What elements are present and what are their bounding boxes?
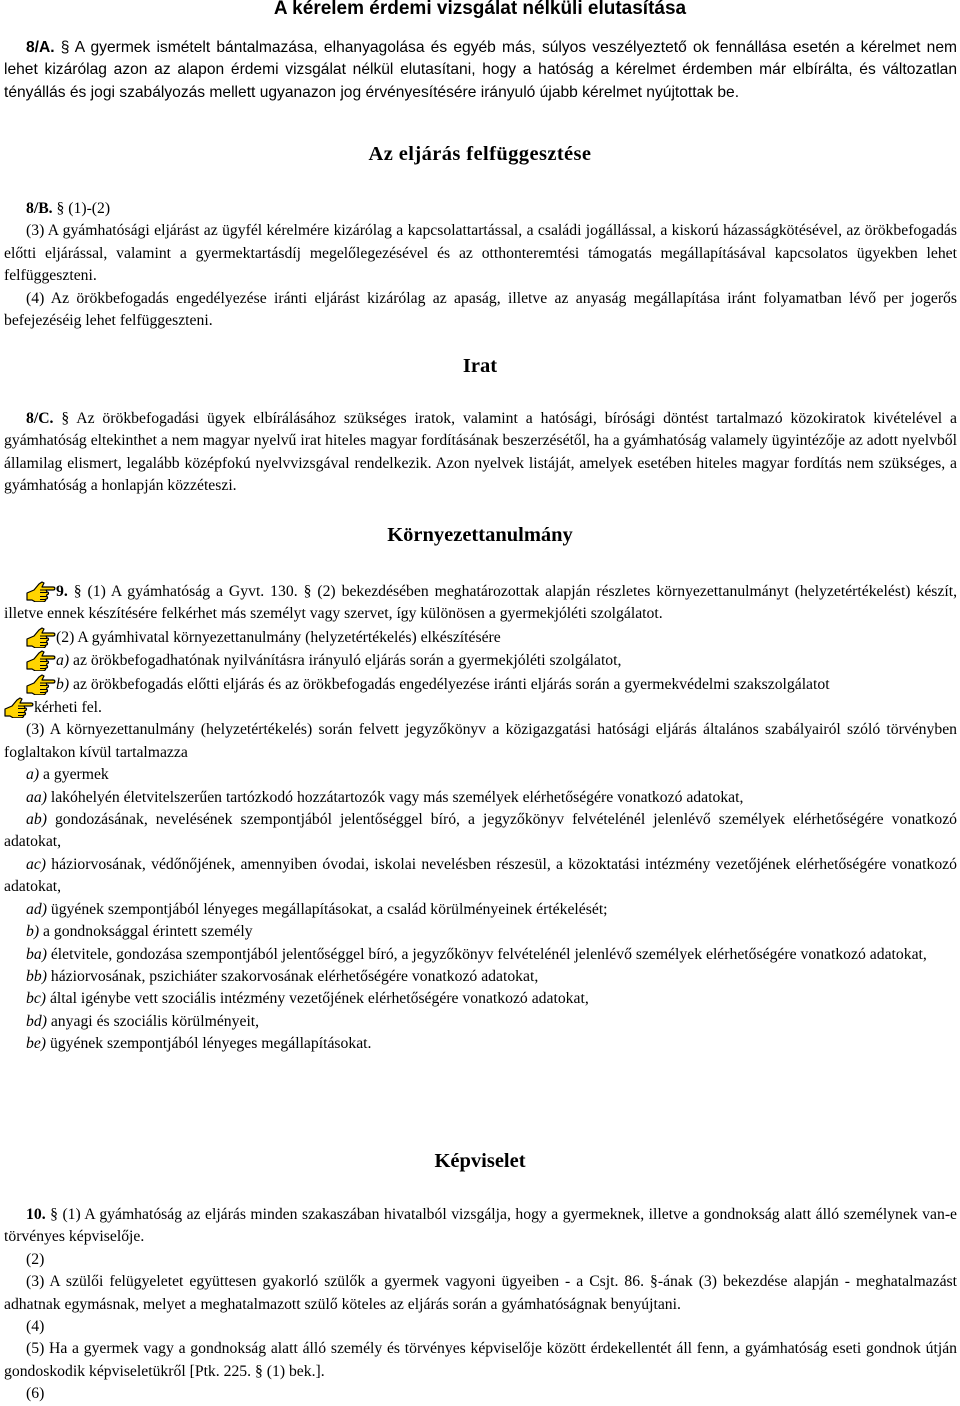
pointing-hand-icon [26, 580, 56, 602]
paragraph-text: (2) A gyámhivatal környezettanulmány (helyzetértékelés) elkészítésére [56, 628, 501, 646]
paragraph-text: (1)-(2) [64, 200, 111, 217]
item-a [4, 649, 957, 672]
item-bb [4, 966, 957, 988]
section-number: 10. [26, 1206, 46, 1223]
section-number: 8/A. [26, 39, 55, 56]
section-sign-icon: § [73, 583, 82, 600]
item-label: ac) [26, 855, 47, 873]
paragraph-text: (1) A gyámhatóság a Gyvt. 130. § (2) bekezdésében meghatározottak alapján részletes környezettanulmányt (helyzetértékelést) készít, illetve ennek készítésére felkérhet más személyt vagy szervet, így különösen a gyermekjóléti szolgálatot. [4, 583, 957, 623]
item-text: a gondnoksággal érintett személy [39, 923, 253, 941]
item-label: ad) [26, 900, 47, 918]
section-number: 9. [56, 583, 68, 600]
section-10 [4, 1204, 957, 1406]
pointing-hand-icon [26, 649, 56, 671]
paragraph-3: (3) A szülői felügyeletet együttesen gyakorló szülők a gyermek vagyoni ügyeiben - a Csjt. 86. §-ának (3) bekezdése alapján - meghatalmazást adhatnak egymásnak, melyet a meghatalmazott szülő köteles az eljárás során a gyámhatóságnak benyújtani. [4, 1273, 957, 1313]
paragraph-2 [4, 626, 957, 649]
paragraph-1 [4, 580, 957, 626]
item-label: bd) [26, 1012, 47, 1030]
item-ac [4, 854, 957, 899]
item-text: az örökbefogadás előtti eljárás és az örökbefogadás engedélyezése iránti eljárás során a gyermekvédelmi szakszolgálatot [69, 675, 830, 693]
heading-kepviselet: Képviselet [434, 1150, 526, 1172]
item-label: a) [56, 652, 70, 670]
item-label: a) [26, 766, 40, 784]
item-text: háziorvosának, védőnőjének, amennyiben óvodai, iskolai nevelésben részesül, a közoktatási intézmény vezetőjének elérhetőségére vonatkozó adatokat, [4, 855, 957, 896]
pointing-hand-icon [26, 626, 56, 648]
section-sign-icon: § [60, 39, 70, 56]
paragraph-text: Az örökbefogadási ügyek elbírálásához szükséges iratok, valamint a hatósági, bírósági döntést tartalmazó közokiratok kivételével a gyámhatóság eltekinthet a nem magyar nyelvű irat hiteles magyar fordításának beszerzésétől, ha a gyámhatóság valamely ügyintézője az adott nyelvből államilag elismert, legalább középfokú nyelvvizsgával rendelkezik. Azon nyelvek listáját, amelyek esetében hiteles magyar fordítás nem szükséges, a gyámhatóság a honlapján közzéteszi. [4, 410, 957, 495]
heading-kornyezettanulmany: Környezettanulmány [387, 524, 573, 546]
item-text: az örökbefogadhatónak nyilvánításra irányuló eljárás során a gyermekjóléti szolgálatot, [69, 652, 622, 670]
heading-irat: Irat [462, 355, 498, 377]
item-aa [4, 787, 957, 809]
item-bc [4, 988, 957, 1010]
section-8c [4, 408, 957, 498]
item-text: a gyermek [39, 766, 109, 784]
item-label: bb) [26, 967, 47, 985]
paragraph-text: kérheti fel. [34, 699, 102, 717]
item-label: b) [56, 675, 70, 693]
item-ad [4, 899, 957, 921]
section-8b-header [4, 198, 957, 220]
paragraph-6: (6) [26, 1385, 45, 1403]
item-text: ügyének szempontjából lényeges megállapításokat, a család körülményeinek értékelését; [46, 900, 608, 918]
item-b [4, 673, 957, 696]
heading-felfuggesztes: Az eljárás felfüggesztése [368, 143, 592, 165]
item-label: be) [26, 1035, 47, 1053]
pointing-hand-icon [26, 673, 56, 695]
pointing-hand-icon [4, 696, 34, 718]
section-number: 8/C. [26, 410, 54, 427]
section-sign-icon: § [56, 200, 65, 217]
item-ba [4, 944, 957, 966]
item-ab [4, 809, 957, 854]
heading-elutasitas: A kérelem érdemi vizsgálat nélküli elutasítása [273, 0, 687, 19]
item-label: ab) [26, 811, 47, 829]
paragraph-4: (4) Az örökbefogadás engedélyezése iránti eljárást kizárólag az apaság, illetve az anyaság megállapítása iránt folyamatban lévő per jogerős befejezéséig lehet felfüggeszteni. [4, 289, 957, 330]
item-label: bc) [26, 990, 47, 1008]
item-bd [4, 1011, 957, 1033]
item-text: életvitele, gondozása szempontjából jelentőséggel bíró, a jegyzőkönyv felvételénél jelenlévő személyek elérhetőségére vonatkozó adatokat, [46, 945, 927, 963]
paragraph-3: (3) A környezettanulmány (helyzetértékelés) során felvett jegyzőkönyv a közigazgatási hatósági eljárás általános szabályairól szóló törvényben foglaltakon kívül tartalmazza [4, 721, 957, 761]
item-label: ba) [26, 945, 47, 963]
paragraph-2: (2) [26, 1250, 45, 1268]
paragraph-text: (1) A gyámhatóság az eljárás minden szakaszában hivatalból vizsgálja, hogy a gyermeknek, illetve a gondnokság alatt álló személynek van-e törvényes képviselője. [4, 1206, 958, 1246]
item-text: anyagi és szociális körülményeit, [46, 1012, 260, 1030]
paragraph-4: (4) [26, 1318, 45, 1336]
item-label: aa) [26, 788, 47, 806]
paragraph-5: (5) Ha a gyermek vagy a gondnokság alatt álló személy és törvényes képviselője között érdekellentét áll fenn, a gyámhatóság eseti gondnok útján gondoskodik képviseletükről [Ptk. 225. § (1) bek.]. [4, 1340, 957, 1380]
paragraph-2-end [4, 696, 957, 719]
section-9 [4, 580, 957, 1056]
item-text: gondozásának, nevelésének szempontjából jelentőséggel bíró, a jegyzőkönyv felvételénél jelenlévő személyek elérhetőségére vonatkozó adatokat, [4, 811, 957, 851]
item-text: háziorvosának, pszichiáter szakorvosának elérhetőségére vonatkozó adatokat, [46, 967, 539, 985]
item-label: b) [26, 923, 40, 941]
item-text: ügyének szempontjából lényeges megállapításokat. [46, 1035, 372, 1053]
item-text: által igénybe vett szociális intézmény vezetőjének elérhetőségére vonatkozó adatokat, [46, 990, 589, 1008]
section-sign-icon: § [61, 410, 70, 427]
item-text: lakóhelyén életvitelszerűen tartózkodó hozzátartozók vagy más személyek elérhetőségére vonatkozó adatokat, [46, 788, 744, 806]
paragraph-3: (3) A gyámhatósági eljárást az ügyfél kérelmére kizárólag a kapcsolattartással, a családi jogállással, a kiskorú házasságkötésével, az örökbefogadás előtti eljárással, valamint a gyermektartásdíj megelőlegezésével és az otthonteremtési támogatás megállapításával kapcsolatos ügyekben lehet felfüggeszteni. [4, 222, 957, 285]
section-8a [4, 37, 957, 104]
paragraph-text: A gyermek ismételt bántalmazása, elhanyagolása és egyéb más, súlyos veszélyeztető ok fennállása esetén a kérelmet nem lehet kizárólag azon az alapon érdemi vizsgálat nélkül elutasítani, hogy a hatóság a kérelmet érdemben már elbírálta, és változatlan tényállás és jogi szabályozás mellett ugyanazon jog érvényesítésére irányuló újabb kérelmet nyújtottak be. [4, 39, 957, 101]
item-a [4, 764, 957, 786]
section-8b [4, 198, 957, 332]
section-number: 8/B. [26, 200, 53, 217]
section-sign-icon: § [50, 1206, 58, 1223]
item-b [4, 921, 957, 943]
paragraph-1 [4, 1204, 957, 1249]
item-be [4, 1033, 957, 1055]
